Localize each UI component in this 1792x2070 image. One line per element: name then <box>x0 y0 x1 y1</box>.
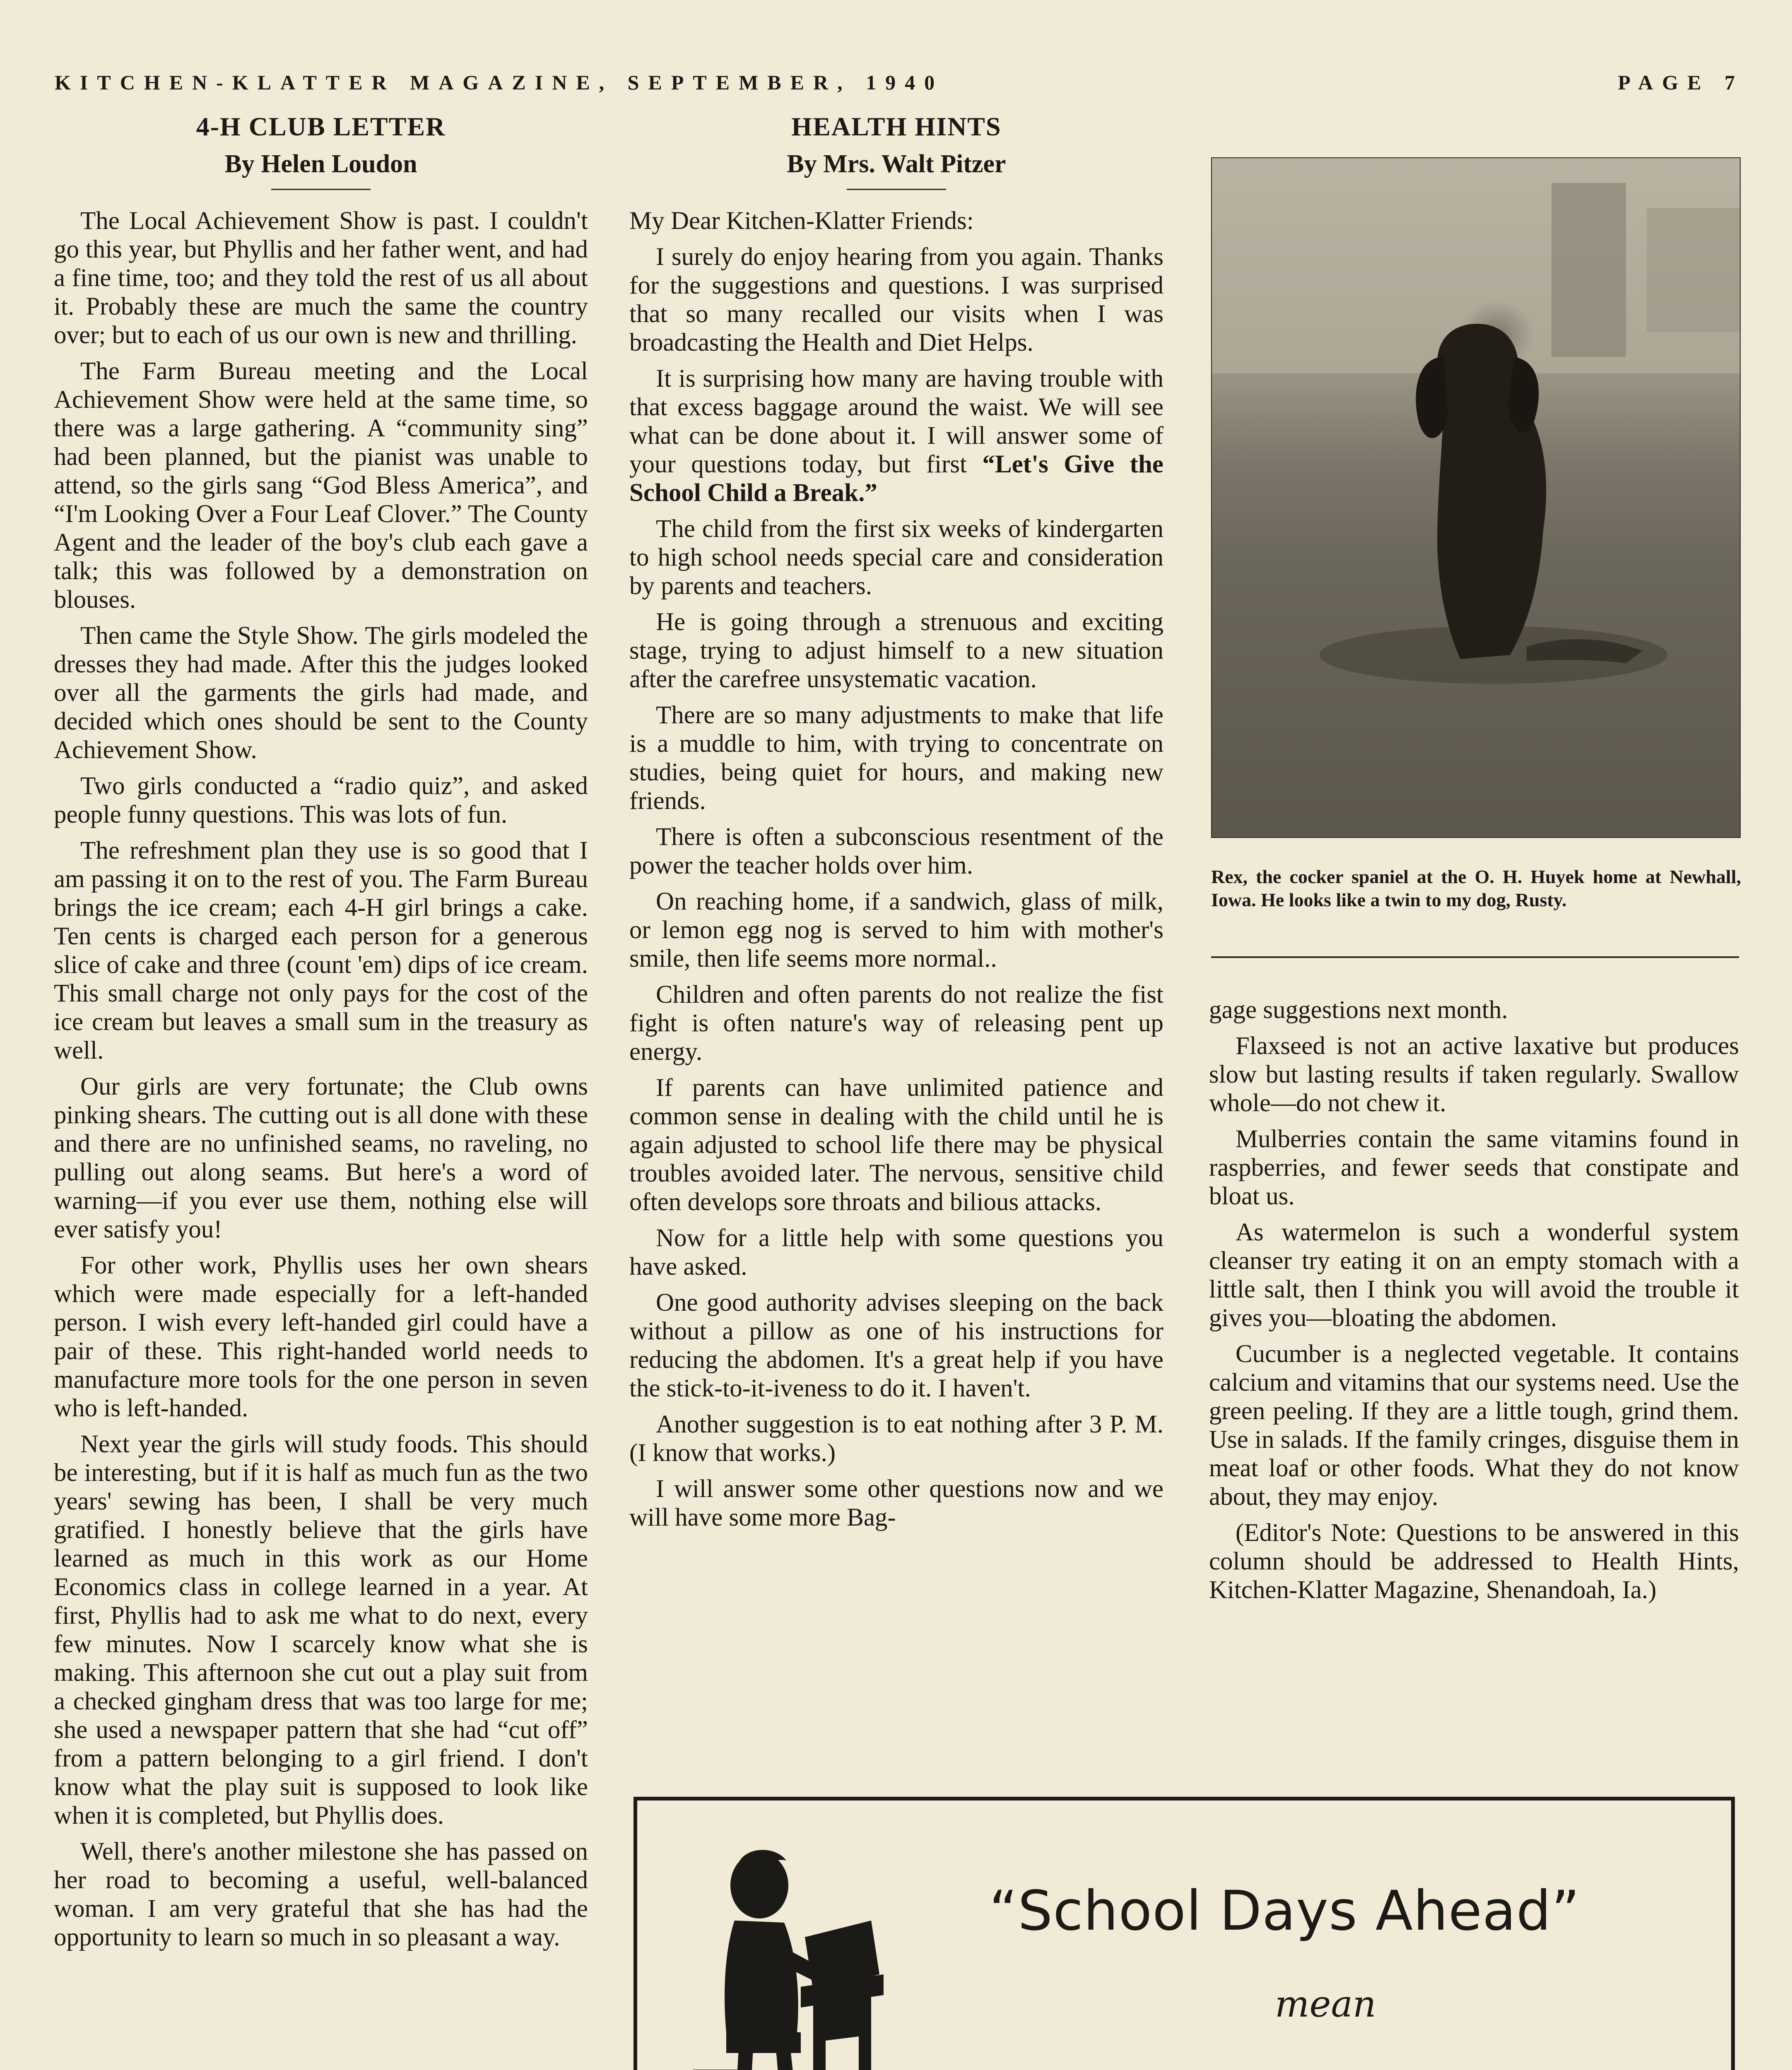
paragraph: For other work, Phyllis uses her own shears which were made especially for a left-handed person. I wish every left-handed girl could have a pair of these. This right-handed world needs to manufacture more tools for the one person in seven who is left-handed. <box>54 1252 588 1422</box>
editors-note: (Editor's Note: Questions to be answered in this column should be addressed to Health Hints, Kitchen-Klatter Magazine, Shenandoah, Ia.) <box>1209 1519 1739 1604</box>
emphasis-heading: “Let's Give the School Child a Break.” <box>629 450 1163 507</box>
paragraph: gage suggestions next month. <box>1209 996 1508 1024</box>
paragraph: Well, there's another milestone she has passed on her road to becoming a useful, well-balanced woman. I am very grateful that she has had the opportunity to learn so much in so pleasant a way. <box>54 1838 588 1951</box>
power-company-advertisement <box>633 1797 1735 2070</box>
paragraph: Now for a little help with some questions you have asked. <box>629 1224 1163 1281</box>
paragraph: The child from the first six weeks of kindergarten to high school needs special care and consideration by parents and teachers. <box>629 515 1163 600</box>
club-letter-byline: By Helen Loudon <box>224 150 417 178</box>
running-head-title: KITCHEN-KLATTER MAGAZINE, SEPTEMBER, 1940 <box>55 71 944 94</box>
paragraph: Cucumber is a neglected vegetable. It contains calcium and vitamins that our systems need. Use the green peeling. If they are a little tough, grind them. Use in salads. If the family cringes, disguise them in meat loaf or other foods. What they do not know about, they may enjoy. <box>1209 1340 1739 1511</box>
health-hints-continued <box>1209 996 1739 1612</box>
paragraph <box>629 364 1163 507</box>
club-letter-column <box>54 112 588 1959</box>
club-letter-title: 4-H CLUB LETTER <box>196 112 446 141</box>
photo-illustration <box>1212 158 1740 837</box>
paragraph: The refreshment plan they use is so good that I am passing it on to the rest of you. The Farm Bureau brings the ice cream; each 4-H girl brings a cake. Ten cents is charged each person for a generous slice of cake and three (count 'em) dips of ice cream. This small charge not only pays for the cost of the ice cream but leaves a small sum in the treasury as well. <box>54 837 588 1064</box>
health-hints-title: HEALTH HINTS <box>791 112 1002 141</box>
page-number: PAGE 7 <box>1618 71 1744 94</box>
paragraph: Then came the Style Show. The girls modeled the dresses they had made. After this the judges looked over all the garments the girls had made, and decided which ones should be sent to the County Achievement Show. <box>54 622 588 764</box>
paragraph: If parents can have unlimited patience and common sense in dealing with the child until he is again adjusted to school life there may be physical troubles avoided later. The nervous, sensitive child often develops sore throats and bilious attacks. <box>629 1074 1163 1216</box>
ad-headline: “School Days Ahead” <box>989 1879 1580 1943</box>
running-head <box>55 70 1744 94</box>
paragraph: I will answer some other questions now and we will have some more Bag- <box>629 1475 1163 1531</box>
cocker-spaniel-photo <box>1211 157 1741 838</box>
paragraph: Next year the girls will study foods. This should be interesting, but if it is half as much fun as the two years' sewing has been, I shall be very much gratified. I honestly believe that the girls have learned as much in this work as our Home Economics class in college learned in a year. At first, Phyllis had to ask me what to do next, every few minutes. Now I scarcely know what she is making. This afternoon she cut out a play suit from a checked gingham dress that was too large for me; she used a newspaper pattern that she had “cut off” from a pattern belonging to a girl friend. I don't know what the play suit is supposed to look like when it is completed, but Phyllis does. <box>54 1430 588 1829</box>
paragraph: Two girls conducted a “radio quiz”, and asked people funny questions. This was lots of fun. <box>54 772 588 828</box>
paragraph: There is often a subconscious resentment of the power the teacher holds over him. <box>629 823 1163 879</box>
paragraph: Mulberries contain the same vitamins found in raspberries, and fewer seeds that constipate and bloat us. <box>1209 1125 1739 1210</box>
paragraph: The Farm Bureau meeting and the Local Achievement Show were held at the same time, so there was a large gathering. A “community sing” had been planned, but the pianist was unable to attend, so the girls sang “God Bless America”, and “I'm Looking Over a Four Leaf Clover.” The County Agent and the leader of the boy's club each gave a talk; this was followed by a demonstration on blouses. <box>54 357 588 614</box>
paragraph: I surely do enjoy hearing from you again. Thanks for the suggestions and questions. I was surprised that so many recalled our visits when I was broadcasting the Health and Diet Helps. <box>629 243 1163 356</box>
divider <box>1211 956 1739 958</box>
divider <box>847 189 946 190</box>
paragraph: Our girls are very fortunate; the Club owns pinking shears. The cutting out is all done with these and there are no unfinished seams, no raveling, no pulling out along seams. But here's a word of warning—if you ever use them, nothing else will ever satisfy you! <box>54 1073 588 1243</box>
schoolchild-silhouette-illustration <box>677 1838 892 2070</box>
paragraph: On reaching home, if a sandwich, glass of milk, or lemon egg nog is served to him with mother's smile, then life seems more normal.. <box>629 888 1163 972</box>
paragraph: Flaxseed is not an active laxative but produces slow but lasting results if taken regularly. Swallow whole—do not chew it. <box>1209 1032 1739 1117</box>
divider <box>271 189 371 190</box>
salutation: My Dear Kitchen-Klatter Friends: <box>629 207 974 235</box>
paragraph: Children and often parents do not realize the fist fight is often nature's way of releasing pent up energy. <box>629 981 1163 1066</box>
paragraph: Another suggestion is to eat nothing after 3 P. M. (I know that works.) <box>629 1410 1163 1467</box>
paragraph: He is going through a strenuous and exciting stage, trying to adjust himself to a new situation after the carefree unsystematic vacation. <box>629 608 1163 693</box>
paragraph: The Local Achievement Show is past. I couldn't go this year, but Phyllis and her father went, and had a fine time, too; and they told the rest of us all about it. Probably these are much the same the country over; but to each of us our own is new and thrilling. <box>54 207 588 349</box>
paragraph-text: It is surprising how many are having trouble with that excess baggage around the waist. We will see what can be done about it. I will answer some of your questions today, but first <box>629 365 1163 478</box>
health-hints-column <box>629 112 1163 1539</box>
ad-mean: mean <box>1275 1983 1376 2025</box>
paragraph: As watermelon is such a wonderful system cleanser try eating it on an empty stomach with a little salt, then I think you will avoid the trouble it gives you—bloating the abdomen. <box>1209 1218 1739 1332</box>
photo-caption: Rex, the cocker spaniel at the O. H. Huyek home at Newhall, Iowa. He looks like a twin to my dog, Rusty. <box>1211 866 1741 910</box>
health-hints-byline: By Mrs. Walt Pitzer <box>787 150 1006 178</box>
paragraph: There are so many adjustments to make that life is a muddle to him, with trying to concentrate on studies, being quiet for hours, and making new friends. <box>629 701 1163 815</box>
paragraph: One good authority advises sleeping on the back without a pillow as one of his instructions for reducing the abdomen. It's a great help if you have the stick-to-it-iveness to do it. I haven't. <box>629 1289 1163 1402</box>
